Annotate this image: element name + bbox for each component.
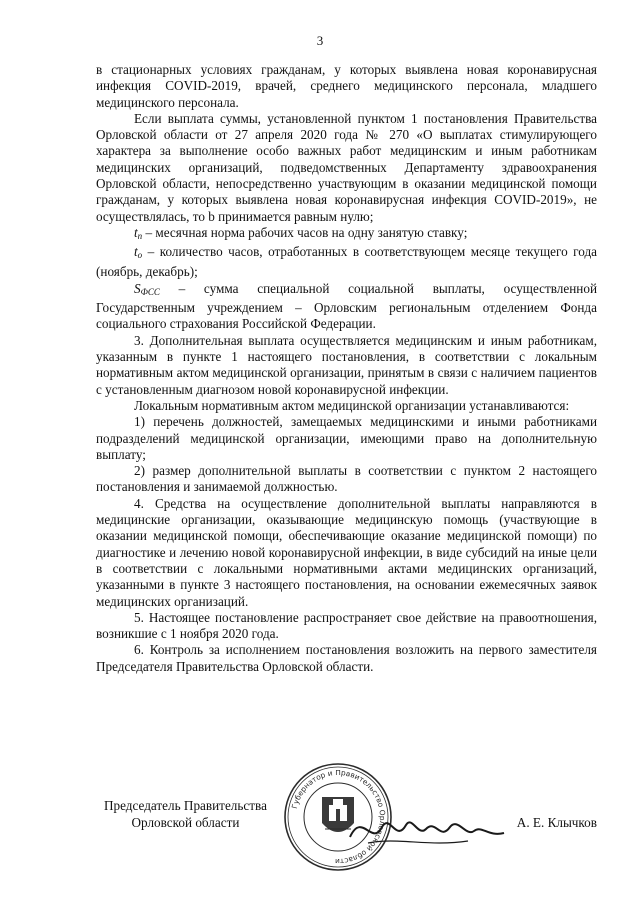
definition-to: $t_o$ – количество часов, отработанных в соответствующем месяце текущего года (ноябрь, декабрь); — [96, 244, 598, 279]
signatory-title — [104, 797, 267, 831]
list-item: 2) размер дополнительной выплаты в соответствии с пунктом 2 настоящего постановления и занимаемой должностью. — [96, 463, 597, 495]
signatory-title-line2: Орловской области — [131, 815, 240, 830]
symbol-sfss: $S_{ФСС}$ — [134, 280, 160, 297]
handwritten-signature — [348, 807, 508, 853]
paragraph: 6. Контроль за исполнением постановления возложить на первого заместителя Председателя Правительства Орловской области. — [96, 642, 597, 674]
paragraph: Если выплата суммы, установленной пунктом 1 постановления Правительства Орловской области от 27 апреля 2020 года № 270 «О выплатах стимулирующего характера за выполнение особо важных работ медицинским и иным работникам медицинских организаций, подведомственных Департаменту здравоохранения Орловской области, непосредственно участвующим в оказании медицинской помощи гражданам, у которых выявлена новая коронавирусная инфекция COVID-2019», не осуществлялась, то b принимается равным нулю; — [96, 110, 597, 224]
paragraph: 4. Средства на осуществление дополнительной выплаты направляются в медицинские организации, оказывающие медицинскую помощь (участвующие в оказании медицинской помощи, обеспечивающие оказание медицинской помощи) по диагностике и лечению новой коронавирусной инфекции, в виде субсидий на иные цели в соответствии с локальными нормативными актами медицинских организаций, указанными в пункте 3 настоящего постановления, на основании ежемесячных заявок медицинских организаций. — [96, 495, 597, 609]
document-body — [96, 62, 597, 675]
signature-block — [96, 767, 597, 867]
page-number: 3 — [316, 33, 324, 48]
signatory-name: А. Е. Клычков — [516, 815, 597, 830]
paragraph: 3. Дополнительная выплата осуществляется медицинским и иным работникам, указанным в пункте 1 настоящего постановления, в соответствии с локальным нормативным актом медицинской организации, принятым в связи с наличием пациентов с установленным диагнозом новой коронавирусной инфекции. — [96, 332, 597, 397]
svg-text:Губернатор и Правительство Орл: Губернатор и Правительство Орловской области — [289, 767, 388, 867]
definition-tn: $t_n$ – месячная норма рабочих часов на одну занятую ставку; — [134, 224, 468, 241]
symbol-tn: $t_n$ — [134, 224, 143, 241]
signatory-title-line1: Председатель Правительства — [104, 798, 267, 813]
paragraph: 5. Настоящее постановление распространяет свое действие на правоотношения, возникшие с 1 ноября 2020 года. — [96, 609, 597, 642]
list-item: 1) перечень должностей, замещаемых медицинскими и иными работниками подразделений медицинской организации, имеющими право на дополнительную выплату; — [96, 414, 597, 462]
paragraph: Локальным нормативным актом медицинской организации устанавливаются: — [134, 397, 570, 413]
paragraph: в стационарных условиях гражданам, у которых выявлена новая коронавирусная инфекция COVID-2019, врачей, среднего медицинского персонала, младшего медицинского персонала. — [96, 62, 597, 110]
symbol-to: $t_o$ — [134, 244, 143, 261]
definition-sfss: $S_{ФСС}$ – сумма специальной социальной выплаты, осуществленной Государственным учреждением – Орловским региональным отделением Фонда социального страхования Российской Федерации. — [96, 280, 597, 332]
